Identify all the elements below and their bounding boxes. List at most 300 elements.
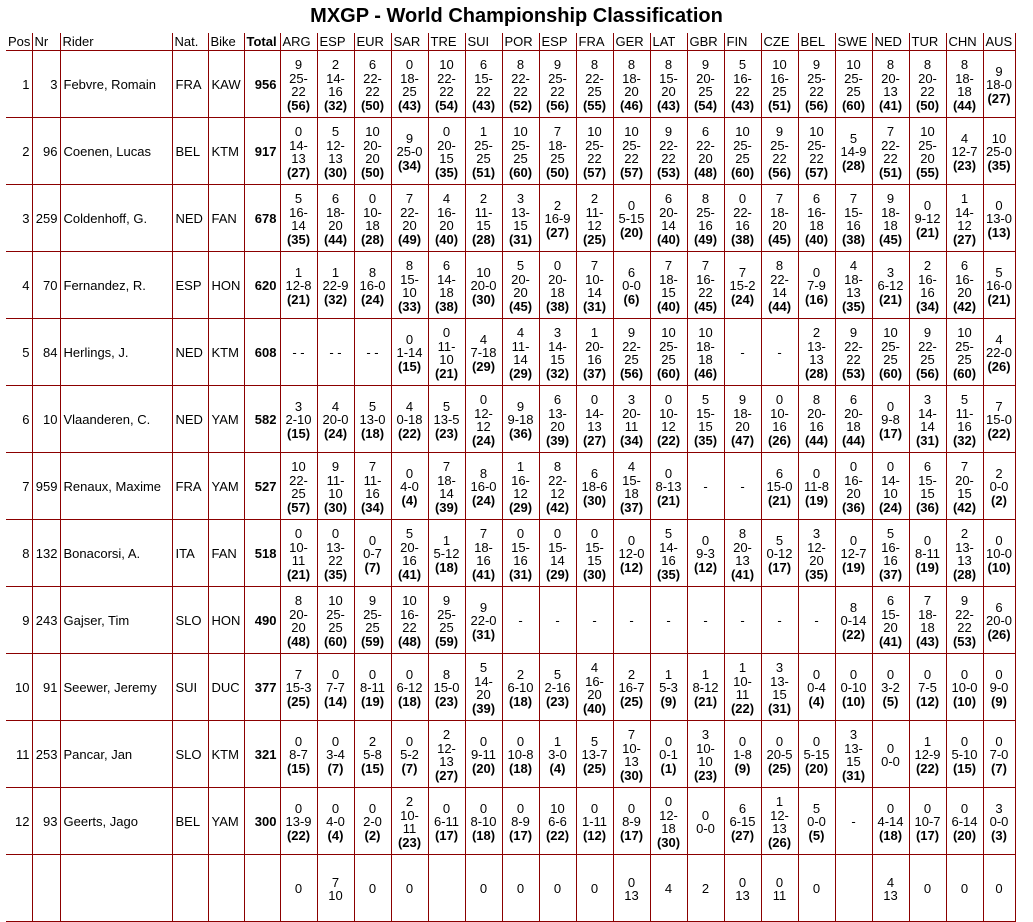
race-result-cell [872,453,909,520]
race-score-line: 8 [738,526,747,541]
race-result-cell [539,520,576,587]
race-result-cell [946,788,983,855]
race-score-line: 0 [331,666,340,682]
race-score-line: 0 [368,191,377,206]
race-score-line: 0 [738,874,747,890]
race-result-cell [280,587,317,654]
race-result-cell [465,185,502,252]
race-result-cell [428,453,465,520]
race-score-line: 22-0 [985,345,1013,361]
race-score-line: 0 [516,526,525,541]
race-result-cell [354,252,391,319]
race-points: (43) [730,97,755,113]
cell-nr: 70 [32,252,60,319]
race-points: (37) [582,365,607,381]
race-score-line: 10- [770,405,789,421]
cell-nr [32,855,60,922]
race-score-line: 9 [516,398,525,414]
race-score-line: 18- [622,70,641,86]
cell-nat: BEL [172,788,208,855]
race-points: (6) [623,291,640,307]
race-points: (56) [545,97,570,113]
race-result-cell [650,520,687,587]
race-score-line: 2 [960,526,969,541]
cell-pos: 3 [6,185,32,252]
race-points: (23) [693,767,718,783]
race-result-cell [539,788,576,855]
race-score-line: 10 [328,486,343,501]
race-score-line: 16 [513,553,528,568]
race-result-cell [650,118,687,185]
race-score-line: - [740,345,745,361]
race-score-line: 0 [590,881,599,897]
column-header-nr: Nr [32,33,60,51]
race-points: (18) [508,693,533,709]
column-header-race-esp: ESP [539,33,576,51]
race-score-line: 25 [846,84,861,99]
race-score-line: 15- [844,204,863,220]
race-score-line: 0 [405,465,414,481]
race-score-line: 11 [402,821,417,836]
race-result-cell [354,654,391,721]
race-score-line: 18- [696,338,715,354]
race-score-line: 25- [807,137,826,153]
race-result-cell [761,319,798,386]
race-score-line: 0-7 [363,546,382,562]
race-score-line: 25 [698,84,713,99]
race-score-line: 13 [439,754,454,769]
race-score-line: 20- [955,472,974,488]
race-score-line: 13-5 [433,412,460,428]
race-score-line: 22- [918,338,937,354]
race-score-line: 16 [920,285,935,300]
race-points: (15) [397,358,422,374]
cell-nr: 243 [32,587,60,654]
race-points: (15) [952,760,977,776]
table-body [6,51,1015,922]
column-header-nat: Nat. [172,33,208,51]
race-score-line: 9 [664,124,673,139]
table-row [6,51,1015,118]
race-score-line: 10 [328,593,343,608]
race-score-line: 8 [627,57,636,72]
race-points: (29) [471,358,496,374]
race-score-line: 0 [886,800,895,816]
race-points: (25) [619,693,644,709]
race-points: (60) [952,365,977,381]
race-result-cell [317,453,354,520]
race-score-line: 0 [960,881,969,897]
race-points: (35) [656,566,681,582]
race-score-line: 16- [955,271,974,287]
race-score-line: 18- [770,204,789,220]
race-result-cell [835,51,872,118]
race-points: (59) [434,633,459,649]
race-score-line: 1-11 [581,814,608,830]
race-score-line: 8 [664,57,673,72]
race-result-cell [946,721,983,788]
race-score-line: 16- [770,70,789,86]
race-result-cell [761,252,798,319]
race-result-cell [835,654,872,721]
race-score-line: 0 [405,331,414,347]
race-score-line: 6 [886,593,895,608]
race-result-cell [539,453,576,520]
race-score-line: 0 [331,733,340,749]
cell-total [244,855,280,922]
race-result-cell [872,252,909,319]
race-result-cell [798,520,835,587]
cell-pos: 4 [6,252,32,319]
race-result-cell [761,654,798,721]
race-points: (56) [286,97,311,113]
race-result-cell [539,51,576,118]
race-score-line: 0 [294,526,303,541]
race-points: (36) [508,425,533,441]
race-score-line: 8 [886,57,895,72]
race-score-line: 14 [513,352,528,367]
race-score-line: 25- [770,137,789,153]
race-score-line: 12- [807,539,826,555]
race-score-line: 0 [627,800,636,816]
race-score-line: 12-7 [840,546,867,562]
race-score-line: 5-15 [803,747,830,763]
race-score-line: 2 [995,465,1003,481]
race-score-line: 7 [368,459,377,474]
race-score-line: 22 [698,285,713,300]
race-points: (3) [991,827,1007,843]
race-score-line: 13- [770,673,789,689]
race-score-line: 0 [812,881,821,897]
race-score-line: 5-15 [618,211,645,227]
race-score-line: 8-7 [289,747,308,763]
race-points: (53) [952,633,977,649]
race-result-cell [502,788,539,855]
race-points: (39) [545,432,570,448]
race-score-line: 16 [587,352,602,367]
cell-bike: KTM [208,721,244,788]
race-result-cell [576,654,613,721]
race-score-line: 11- [955,405,974,421]
column-header-race-swe: SWE [835,33,872,51]
race-result-cell [909,721,946,788]
race-result-cell [724,185,761,252]
race-score-line: 8 [775,258,784,273]
race-points: (7) [401,760,418,776]
race-points: (17) [434,827,459,843]
race-score-line: 0 [995,733,1003,749]
race-result-cell [428,51,465,118]
race-result-cell [539,185,576,252]
race-score-line: 20 [809,553,824,568]
race-score-line: 13- [548,405,567,421]
race-score-line: 12- [770,807,789,823]
race-score-line: 0 [479,733,488,749]
race-score-line: 13- [326,539,345,555]
race-points: (56) [619,365,644,381]
race-result-cell [613,453,650,520]
race-score-line: 10- [696,740,715,756]
race-points: (16) [804,291,829,307]
race-result-cell [428,185,465,252]
race-score-line: 22- [548,472,567,488]
race-score-line: 18- [955,70,974,86]
race-result-cell [354,788,391,855]
race-points: (10) [841,693,866,709]
race-points: (9) [991,693,1007,709]
cell-nr: 96 [32,118,60,185]
race-points: (44) [767,298,792,314]
race-score-line: 0 [923,881,932,897]
race-result-cell [280,453,317,520]
race-result-cell [835,319,872,386]
race-points: (19) [804,492,829,508]
race-points: (30) [619,767,644,783]
cell-pos: 1 [6,51,32,118]
race-score-line: 7-5 [918,680,937,696]
race-score-line: 11- [326,472,345,488]
race-score-line: 11 [772,888,787,903]
race-score-line: 18- [474,539,493,555]
race-score-line: 16 [846,218,861,233]
race-score-line: 7 [664,258,673,273]
race-score-line: 9 [886,191,895,206]
race-result-cell [502,654,539,721]
race-points: (18) [471,827,496,843]
race-score-line: 22 [735,84,750,99]
race-result-cell [391,788,428,855]
race-result-cell [798,386,835,453]
race-score-line: 16-7 [618,680,645,696]
race-result-cell [576,453,613,520]
race-result-cell [687,51,724,118]
race-score-line: 0 [368,881,377,897]
race-result-cell [502,587,539,654]
race-score-line: 14 [772,285,787,300]
race-score-line: 11-8 [803,479,830,495]
race-points: (12) [582,827,607,843]
race-points: (43) [656,97,681,113]
race-score-line: 6 [442,258,451,273]
cell-nat: FRA [172,453,208,520]
column-header-race-cze: CZE [761,33,798,51]
race-score-line: 16- [844,472,863,488]
race-result-cell [761,386,798,453]
cell-bike: HON [208,252,244,319]
race-score-line: 15- [548,539,567,555]
race-score-line: 20 [365,151,380,166]
table-row [6,386,1015,453]
race-result-cell [502,319,539,386]
race-result-cell [724,319,761,386]
race-score-line: 18- [733,405,752,421]
race-score-line: 12 [661,419,676,434]
race-result-cell [798,855,835,922]
race-score-line: 10- [585,271,604,287]
race-score-line: 0 [553,881,562,897]
race-score-line: 13- [511,204,530,220]
race-score-line: - [629,613,634,629]
race-score-line: 0 [479,800,488,816]
race-score-line: 6 [331,191,340,206]
race-score-line: 20- [363,137,382,153]
race-score-line: 20- [548,271,567,287]
race-points: (44) [841,432,866,448]
race-points: (50) [545,164,570,180]
race-result-cell [576,587,613,654]
race-score-line: 15- [881,606,900,622]
race-score-line: 3 [294,398,303,414]
race-score-line: 0 [738,733,747,749]
race-score-line: 9 [331,459,340,474]
race-score-line: 10 [291,459,306,474]
race-score-line: 0 [553,258,562,273]
race-score-line: 15- [918,472,937,488]
race-result-cell [317,118,354,185]
race-score-line: 18 [661,821,676,836]
race-score-line: 0 [923,532,932,548]
race-score-line: 7 [738,264,747,280]
race-score-line: 12-7 [951,144,978,160]
race-result-cell [650,319,687,386]
cell-rider: Coldenhoff, G. [60,185,172,252]
race-score-line: 18 [957,84,972,99]
race-points: (49) [397,231,422,247]
race-score-line: 25- [511,137,530,153]
race-score-line: 4 [516,325,525,340]
cell-total: 321 [244,721,280,788]
race-result-cell [576,520,613,587]
race-score-line: 16 [735,218,750,233]
race-score-line: 9 [405,130,414,146]
race-result-cell [613,654,650,721]
race-score-line: 9 [995,63,1003,79]
race-result-cell [280,118,317,185]
race-points: (47) [730,432,755,448]
race-score-line: 13 [328,151,343,166]
race-result-cell [687,386,724,453]
race-score-line: 0-0 [807,814,826,830]
race-score-line: 5 [886,526,895,541]
table-row [6,721,1015,788]
table-row [6,520,1015,587]
race-score-line: 6 [664,191,673,206]
race-score-line: 0 [923,800,932,816]
race-score-line: 9 [923,325,932,340]
race-score-line: 25- [363,606,382,622]
race-result-cell [317,587,354,654]
race-score-line: 25- [326,606,345,622]
race-points: (41) [471,566,496,582]
race-points: (4) [549,760,566,776]
race-result-cell [650,185,687,252]
race-result-cell [354,319,391,386]
race-result-cell [946,118,983,185]
race-score-line: 6 [995,599,1003,615]
race-score-line: 20 [698,151,713,166]
race-score-line: 10 [991,130,1007,146]
race-score-line: 6-6 [548,814,567,830]
race-points: (36) [841,499,866,515]
race-score-line: 12- [474,405,493,421]
race-score-line: 15-0 [766,479,793,495]
race-result-cell [465,252,502,319]
race-result-cell [576,51,613,118]
race-score-line: 5-12 [433,546,460,562]
race-score-line: 0 [849,459,858,474]
race-points: (27) [582,432,607,448]
race-score-line: 9 [701,57,710,72]
cell-nr: 91 [32,654,60,721]
race-score-line: 15- [622,472,641,488]
race-score-line: 18 [365,218,380,233]
race-score-line: 0 [664,733,673,749]
race-result-cell [465,654,502,721]
column-header-race-fra: FRA [576,33,613,51]
race-points: (45) [508,298,533,314]
race-points: (55) [915,164,940,180]
race-points: (19) [915,559,940,575]
race-points: (22) [915,760,940,776]
race-score-line: 12-9 [914,747,941,763]
race-score-line: 0 [553,526,562,541]
race-result-cell [687,118,724,185]
cell-nr: 253 [32,721,60,788]
race-score-line: 7 [775,191,784,206]
race-score-line: 22- [955,606,974,622]
race-score-line: 25- [844,70,863,86]
race-points: (21) [878,291,903,307]
race-score-line: 20 [846,486,861,501]
race-result-cell [354,453,391,520]
cell-pos: 7 [6,453,32,520]
race-points: (12) [915,693,940,709]
race-points: (34) [360,499,385,515]
race-result-cell [909,654,946,721]
race-result-cell [465,118,502,185]
race-score-line: 0 [886,459,895,474]
race-score-line: - [703,479,708,495]
race-score-line: 15 [772,687,787,702]
race-points: (20) [619,224,644,240]
cell-nat: BEL [172,118,208,185]
race-points: (60) [508,164,533,180]
race-score-line: 12 [550,486,565,501]
race-points: (53) [841,365,866,381]
race-score-line: 25-0 [396,144,423,160]
race-score-line: 20 [439,218,454,233]
race-points: (40) [582,700,607,716]
race-score-line: 25- [918,137,937,153]
race-points: (42) [952,499,977,515]
race-result-cell [539,319,576,386]
race-points: (51) [471,164,496,180]
race-score-line: 13-7 [581,747,608,763]
race-score-line: 20 [624,84,639,99]
race-score-line: 13-9 [285,814,312,830]
race-score-line: 0 [590,526,599,541]
race-score-line: 25 [587,84,602,99]
race-score-line: 18 [883,218,898,233]
race-result-cell [613,51,650,118]
race-result-cell [872,51,909,118]
race-result-cell [502,118,539,185]
race-points: (45) [878,231,903,247]
race-score-line: 3 [812,526,821,541]
race-result-cell [798,319,835,386]
race-score-line: 14- [326,70,345,86]
race-score-line: 4-0 [326,814,345,830]
